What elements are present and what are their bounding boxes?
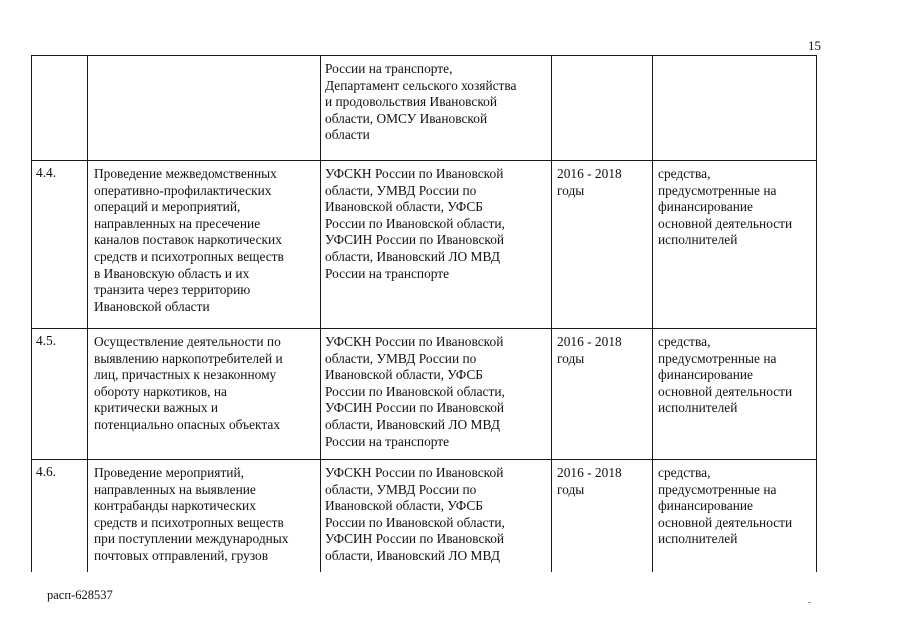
table-row (32, 329, 817, 460)
text-line: Проведение межведомственных (94, 166, 277, 181)
text-line: Ивановской области, УФСБ (325, 498, 483, 514)
text-line: и продовольствия Ивановской (325, 94, 498, 110)
text-line: Ивановской области (94, 298, 210, 314)
cell-funding (653, 460, 817, 573)
text-line: основной деятельности (658, 514, 793, 530)
table-row (32, 161, 817, 329)
text-line: обороту наркотиков, на (94, 383, 227, 399)
text-line: годы (557, 350, 585, 366)
text-line: финансирование (658, 367, 753, 383)
text-line: России по Ивановской области, (325, 383, 505, 399)
text-line: направленных на пресечение (94, 215, 261, 231)
text-line: годы (557, 481, 585, 497)
text-line: предусмотренные на (658, 481, 777, 497)
text-line: области, Ивановский ЛО МВД (325, 547, 501, 563)
text-line: области, УМВД России по (325, 182, 477, 198)
cell-number: 4.4. (32, 161, 88, 329)
table-row (32, 460, 817, 573)
text-line: УФСИН России по Ивановской (325, 531, 505, 547)
text-line: УФСКН России по Ивановской (325, 334, 504, 349)
cell-description (88, 161, 321, 329)
text-line: предусмотренные на (658, 182, 777, 198)
cell-executors (321, 56, 552, 161)
text-line: области, УМВД России по (325, 481, 477, 497)
text-line: лиц, причастных к незаконному (94, 367, 277, 383)
cell-funding (653, 161, 817, 329)
text-line: годы (557, 182, 585, 198)
text-line: потенциально опасных объектах (94, 416, 281, 432)
cell-funding (653, 56, 817, 161)
text-line: средств и психотропных веществ (94, 514, 284, 530)
text-line: России по Ивановской области, (325, 514, 505, 530)
text-line: почтовых отправлений, грузов (94, 547, 269, 563)
text-line: каналов поставок наркотических (94, 232, 282, 248)
text-line: России на транспорте (325, 433, 450, 449)
text-line: контрабанды наркотических (94, 498, 256, 514)
text-line: Осуществление деятельности по (94, 334, 281, 349)
cell-period (552, 56, 653, 161)
text-line: УФСИН России по Ивановской (325, 232, 505, 248)
text-line: области, Ивановский ЛО МВД (325, 248, 501, 264)
text-line: основной деятельности (658, 215, 793, 231)
text-line: Проведение мероприятий, (94, 465, 244, 480)
text-line: основной деятельности (658, 383, 793, 399)
text-line: Департамент сельского хозяйства (325, 77, 517, 93)
text-line: исполнителей (658, 232, 738, 248)
text-line: УФСКН России по Ивановской (325, 465, 504, 480)
text-line: средства, (658, 334, 711, 349)
text-line: Ивановской области, УФСБ (325, 367, 483, 383)
cell-executors (321, 329, 552, 460)
text-line: операций и мероприятий, (94, 199, 241, 215)
cell-number: 4.6. (32, 460, 88, 573)
cell-description (88, 56, 321, 161)
cell-period (552, 329, 653, 460)
text-line: исполнителей (658, 400, 738, 416)
text-line: УФСКН России по Ивановской (325, 166, 504, 181)
text-line: предусмотренные на (658, 350, 777, 366)
cell-description (88, 329, 321, 460)
text-line: средств и психотропных веществ (94, 248, 284, 264)
text-line: при поступлении международных (94, 531, 289, 547)
text-line: России на транспорте, (325, 61, 453, 76)
text-line: в Ивановскую область и их (94, 265, 250, 281)
cell-funding (653, 329, 817, 460)
cell-period (552, 161, 653, 329)
text-line: 2016 - 2018 (557, 334, 622, 349)
cell-period (552, 460, 653, 573)
text-line: УФСИН России по Ивановской (325, 400, 505, 416)
cell-number: 4.5. (32, 329, 88, 460)
text-line: транзита через территорию (94, 282, 251, 298)
text-line: средства, (658, 465, 711, 480)
text-line: России по Ивановской области, (325, 215, 505, 231)
text-line: оперативно-профилактических (94, 182, 272, 198)
text-line: 2016 - 2018 (557, 465, 622, 480)
text-line: области, УМВД России по (325, 350, 477, 366)
text-line: области, ОМСУ Ивановской (325, 110, 488, 126)
measures-table (31, 55, 817, 572)
table-row-continuation (32, 56, 817, 161)
cell-executors (321, 161, 552, 329)
cell-executors (321, 460, 552, 573)
text-line: критически важных и (94, 400, 219, 416)
text-line: выявлению наркопотребителей и (94, 350, 283, 366)
text-line: Ивановской области, УФСБ (325, 199, 483, 215)
scan-speck (808, 602, 811, 603)
text-line: области (325, 127, 370, 143)
text-line: финансирование (658, 199, 753, 215)
cell-description (88, 460, 321, 573)
text-line: финансирование (658, 498, 753, 514)
text-line: средства, (658, 166, 711, 181)
page-number: 15 (808, 38, 821, 53)
text-line: направленных на выявление (94, 481, 256, 497)
document-code: расп-628537 (47, 588, 113, 602)
text-line: исполнителей (658, 531, 738, 547)
text-line: России на транспорте (325, 265, 450, 281)
text-line: области, Ивановский ЛО МВД (325, 416, 501, 432)
text-line: 2016 - 2018 (557, 166, 622, 181)
cell-number (32, 56, 88, 161)
